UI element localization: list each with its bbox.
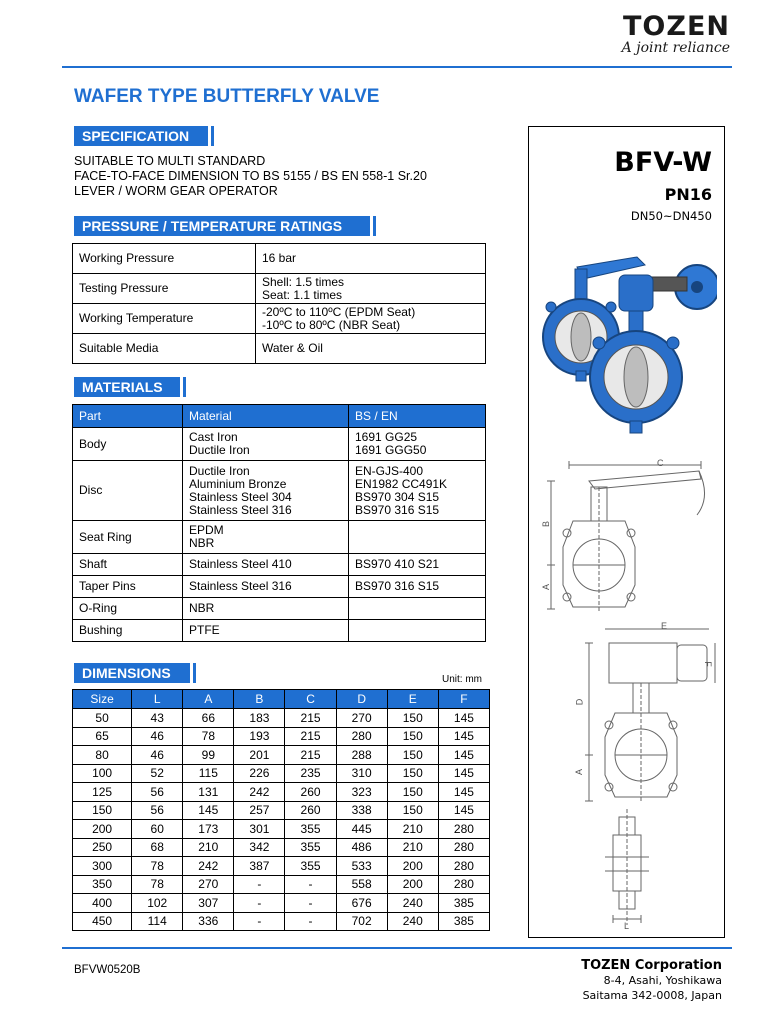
table-row — [73, 620, 486, 642]
dimension-cell: 46 — [132, 746, 183, 765]
table-row — [73, 783, 490, 802]
dimension-cell: 150 — [387, 746, 438, 765]
dimension-cell: 385 — [438, 912, 489, 931]
page-title: WAFER TYPE BUTTERFLY VALVE — [74, 86, 380, 107]
cell-line: Stainless Steel 410 — [189, 557, 292, 571]
material-part: O-Ring — [73, 598, 183, 620]
dimension-cell: 215 — [285, 746, 336, 765]
dimension-cell: 355 — [285, 820, 336, 839]
size-range: DN50~DN450 — [630, 209, 712, 223]
material-standard — [349, 576, 486, 598]
side-view-drawing — [597, 807, 657, 927]
column-header: E — [387, 690, 438, 709]
rating-label: Working Pressure — [73, 244, 256, 274]
dimension-cell: 350 — [73, 875, 132, 894]
dimension-cell: 280 — [438, 857, 489, 876]
dim-label-c: C — [657, 458, 664, 468]
gear-valve-illustration — [590, 265, 717, 433]
cell-line: 1691 GGG50 — [355, 443, 427, 457]
cell-line: BS970 316 S15 — [355, 502, 440, 517]
dimension-cell: 307 — [183, 894, 234, 913]
rating-value-line: Seat: 1.1 times — [262, 287, 343, 302]
dimension-cell: 66 — [183, 709, 234, 728]
column-header: D — [336, 690, 387, 709]
dimension-cell: 260 — [285, 783, 336, 802]
table-row — [73, 304, 486, 334]
dimension-cell: 355 — [285, 838, 336, 857]
materials-heading: MATERIALS — [74, 377, 180, 397]
dimension-cell: 242 — [183, 857, 234, 876]
dimension-cell: 150 — [73, 801, 132, 820]
table-row — [73, 838, 490, 857]
dimension-cell: 56 — [132, 801, 183, 820]
dimension-cell: 80 — [73, 746, 132, 765]
material-part: Shaft — [73, 554, 183, 576]
dimension-cell: 342 — [234, 838, 285, 857]
dimension-cell: 280 — [438, 875, 489, 894]
dimension-cell: 215 — [285, 709, 336, 728]
dimension-cell: 52 — [132, 764, 183, 783]
material-standard — [349, 598, 486, 620]
material-name — [183, 576, 349, 598]
dimension-cell: 240 — [387, 894, 438, 913]
table-row — [73, 334, 486, 364]
dimension-cell: 301 — [234, 820, 285, 839]
column-header: L — [132, 690, 183, 709]
dimension-cell: 235 — [285, 764, 336, 783]
dim-label-a2: A — [574, 768, 585, 776]
dimension-cell: 387 — [234, 857, 285, 876]
table-row — [73, 912, 490, 931]
dimension-cell: 310 — [336, 764, 387, 783]
dimension-cell: 173 — [183, 820, 234, 839]
dimension-cell: 445 — [336, 820, 387, 839]
dimension-cell: 78 — [132, 875, 183, 894]
brand-tagline: A joint reliance — [621, 40, 730, 56]
table-row — [73, 820, 490, 839]
bottom-divider — [62, 947, 732, 949]
table-row — [73, 461, 486, 521]
rating-label: Working Temperature — [73, 304, 256, 334]
material-standard — [349, 428, 486, 461]
column-header: C — [285, 690, 336, 709]
material-standard — [349, 461, 486, 521]
dim-label-f: F — [702, 661, 713, 667]
column-header: BS / EN — [349, 405, 486, 428]
company-address-line: Saitama 342-0008, Japan — [582, 989, 722, 1002]
dimension-cell: 533 — [336, 857, 387, 876]
dimension-cell: 201 — [234, 746, 285, 765]
material-part: Disc — [73, 461, 183, 521]
dimension-cell: 145 — [438, 746, 489, 765]
pressure-rating: PN16 — [664, 185, 712, 204]
dimension-cell: 240 — [387, 912, 438, 931]
brand-logo — [622, 12, 730, 56]
dimension-cell: 336 — [183, 912, 234, 931]
cell-line: EN-GJS-400 — [355, 463, 424, 478]
dimension-cell: 338 — [336, 801, 387, 820]
dimension-cell: 145 — [438, 727, 489, 746]
dimension-cell: 150 — [387, 801, 438, 820]
table-row — [73, 727, 490, 746]
specification-heading: SPECIFICATION — [74, 126, 208, 146]
table-row — [73, 576, 486, 598]
spec-line: SUITABLE TO MULTI STANDARD — [74, 154, 266, 168]
top-divider — [62, 66, 732, 68]
table-row — [73, 554, 486, 576]
dimension-cell: 215 — [285, 727, 336, 746]
dimension-cell: - — [285, 912, 336, 931]
dimension-cell: 114 — [132, 912, 183, 931]
dimension-cell: 200 — [387, 857, 438, 876]
dimensions-table — [72, 689, 490, 931]
dimension-cell: 100 — [73, 764, 132, 783]
dimension-cell: 115 — [183, 764, 234, 783]
dimension-cell: 200 — [387, 875, 438, 894]
rating-value — [256, 244, 486, 274]
material-name — [183, 428, 349, 461]
cell-line: Ductile Iron — [189, 463, 250, 478]
dimension-cell: 150 — [387, 764, 438, 783]
ratings-table — [72, 243, 486, 364]
table-row — [73, 857, 490, 876]
cell-line: NBR — [189, 601, 215, 615]
material-part: Taper Pins — [73, 576, 183, 598]
table-row — [73, 274, 486, 304]
dimension-cell: - — [234, 912, 285, 931]
model-name: BFV-W — [614, 147, 712, 178]
cell-line: 1691 GG25 — [355, 430, 418, 444]
dimension-cell: 99 — [183, 746, 234, 765]
dim-label-a: A — [541, 583, 552, 591]
material-part: Body — [73, 428, 183, 461]
dimension-cell: 145 — [438, 764, 489, 783]
column-header: Material — [183, 405, 349, 428]
rating-value — [256, 334, 486, 364]
table-row — [73, 709, 490, 728]
dimension-cell: 288 — [336, 746, 387, 765]
dimension-cell: 145 — [438, 801, 489, 820]
rating-value-line: Water & Oil — [262, 341, 323, 355]
column-header: A — [183, 690, 234, 709]
dimension-cell: 676 — [336, 894, 387, 913]
dimension-cell: 270 — [183, 875, 234, 894]
company-name: TOZEN Corporation — [581, 958, 722, 973]
column-header: F — [438, 690, 489, 709]
dimensions-heading: DIMENSIONS — [74, 663, 190, 683]
dimension-cell: - — [285, 894, 336, 913]
dimension-cell: 210 — [387, 838, 438, 857]
table-row — [73, 894, 490, 913]
cell-line: BS970 316 S15 — [355, 579, 440, 593]
rating-value — [256, 304, 486, 334]
dimension-cell: 150 — [387, 709, 438, 728]
cell-line: EPDM — [189, 523, 224, 537]
dimension-cell: 280 — [438, 820, 489, 839]
cell-line: Stainless Steel 316 — [189, 579, 292, 593]
dimension-cell: 200 — [73, 820, 132, 839]
cell-line: EN1982 CC491K — [355, 476, 448, 491]
dimension-cell: 702 — [336, 912, 387, 931]
unit-label: Unit: mm — [442, 674, 482, 685]
rating-value-line: Shell: 1.5 times — [262, 274, 345, 289]
dimension-cell: 323 — [336, 783, 387, 802]
rating-label: Testing Pressure — [73, 274, 256, 304]
material-name — [183, 521, 349, 554]
company-info — [581, 958, 722, 1003]
dimension-cell: 210 — [387, 820, 438, 839]
document-code: BFVW0520B — [74, 964, 141, 976]
rating-label: Suitable Media — [73, 334, 256, 364]
dimension-cell: 65 — [73, 727, 132, 746]
rating-value-line: -20ºC to 110ºC (EPDM Seat) — [262, 304, 416, 319]
cell-line: BS970 410 S21 — [355, 557, 440, 571]
cell-line: Ductile Iron — [189, 443, 250, 457]
cell-line: BS970 304 S15 — [355, 489, 440, 504]
dimension-cell: 260 — [285, 801, 336, 820]
table-header-row — [73, 405, 486, 428]
dim-label-l: L — [624, 921, 630, 931]
table-row — [73, 521, 486, 554]
dimension-cell: - — [234, 894, 285, 913]
lever-valve-drawing — [539, 457, 719, 617]
spec-line: FACE-TO-FACE DIMENSION TO BS 5155 / BS EN 558-1 Sr.20 — [74, 169, 427, 183]
table-row — [73, 746, 490, 765]
dimension-cell: 50 — [73, 709, 132, 728]
dimension-cell: 68 — [132, 838, 183, 857]
material-standard — [349, 620, 486, 642]
cell-line: NBR — [189, 536, 215, 550]
rating-value-line: 16 bar — [262, 251, 297, 265]
material-name — [183, 554, 349, 576]
material-part: Bushing — [73, 620, 183, 642]
dimension-cell: 450 — [73, 912, 132, 931]
dimension-cell: 56 — [132, 783, 183, 802]
dimension-cell: 145 — [438, 783, 489, 802]
dim-label-d: D — [574, 698, 585, 706]
column-header: B — [234, 690, 285, 709]
dimension-cell: 60 — [132, 820, 183, 839]
dimension-cell: 43 — [132, 709, 183, 728]
dimension-cell: 145 — [183, 801, 234, 820]
valve-photo — [537, 247, 717, 447]
material-name — [183, 461, 349, 521]
table-row — [73, 428, 486, 461]
gear-valve-drawing — [569, 625, 719, 805]
dimension-cell: 150 — [387, 727, 438, 746]
dimension-cell: 183 — [234, 709, 285, 728]
materials-table — [72, 404, 486, 642]
product-panel — [528, 126, 725, 938]
material-standard — [349, 521, 486, 554]
cell-line: PTFE — [189, 623, 220, 637]
dimension-cell: 102 — [132, 894, 183, 913]
dimension-cell: 145 — [438, 709, 489, 728]
company-address-line: 8-4, Asahi, Yoshikawa — [603, 974, 722, 987]
specification-text — [74, 154, 427, 199]
cell-line: Stainless Steel 304 — [189, 489, 292, 504]
dimension-cell: 242 — [234, 783, 285, 802]
cell-line: Aluminium Bronze — [189, 476, 287, 491]
dimension-cell: 270 — [336, 709, 387, 728]
dimension-cell: 558 — [336, 875, 387, 894]
brand-name: TOZEN — [623, 11, 730, 42]
material-name — [183, 620, 349, 642]
dimension-cell: 300 — [73, 857, 132, 876]
dimension-cell: 385 — [438, 894, 489, 913]
dimension-cell: 46 — [132, 727, 183, 746]
dimension-cell: 150 — [387, 783, 438, 802]
dimension-cell: 280 — [336, 727, 387, 746]
ratings-heading: PRESSURE / TEMPERATURE RATINGS — [74, 216, 370, 236]
dimension-cell: 400 — [73, 894, 132, 913]
rating-value-line: -10ºC to 80ºC (NBR Seat) — [262, 317, 401, 332]
material-standard — [349, 554, 486, 576]
dimension-cell: 78 — [183, 727, 234, 746]
dimension-cell: 131 — [183, 783, 234, 802]
dim-label-e: E — [661, 621, 668, 631]
dim-label-b: B — [541, 520, 552, 528]
dimension-cell: - — [285, 875, 336, 894]
dimension-cell: 280 — [438, 838, 489, 857]
dimension-cell: - — [234, 875, 285, 894]
table-row — [73, 764, 490, 783]
dimension-cell: 125 — [73, 783, 132, 802]
material-part: Seat Ring — [73, 521, 183, 554]
dimension-cell: 257 — [234, 801, 285, 820]
dimension-cell: 226 — [234, 764, 285, 783]
table-row — [73, 875, 490, 894]
dimension-cell: 210 — [183, 838, 234, 857]
table-row — [73, 244, 486, 274]
dimension-cell: 355 — [285, 857, 336, 876]
table-row — [73, 598, 486, 620]
dimension-cell: 78 — [132, 857, 183, 876]
column-header: Part — [73, 405, 183, 428]
cell-line: Cast Iron — [189, 430, 238, 444]
dimension-cell: 250 — [73, 838, 132, 857]
column-header: Size — [73, 690, 132, 709]
spec-line: LEVER / WORM GEAR OPERATOR — [74, 184, 278, 198]
table-row — [73, 801, 490, 820]
table-header-row — [73, 690, 490, 709]
dimension-cell: 486 — [336, 838, 387, 857]
cell-line: Stainless Steel 316 — [189, 502, 292, 517]
material-name — [183, 598, 349, 620]
dimension-cell: 193 — [234, 727, 285, 746]
rating-value — [256, 274, 486, 304]
